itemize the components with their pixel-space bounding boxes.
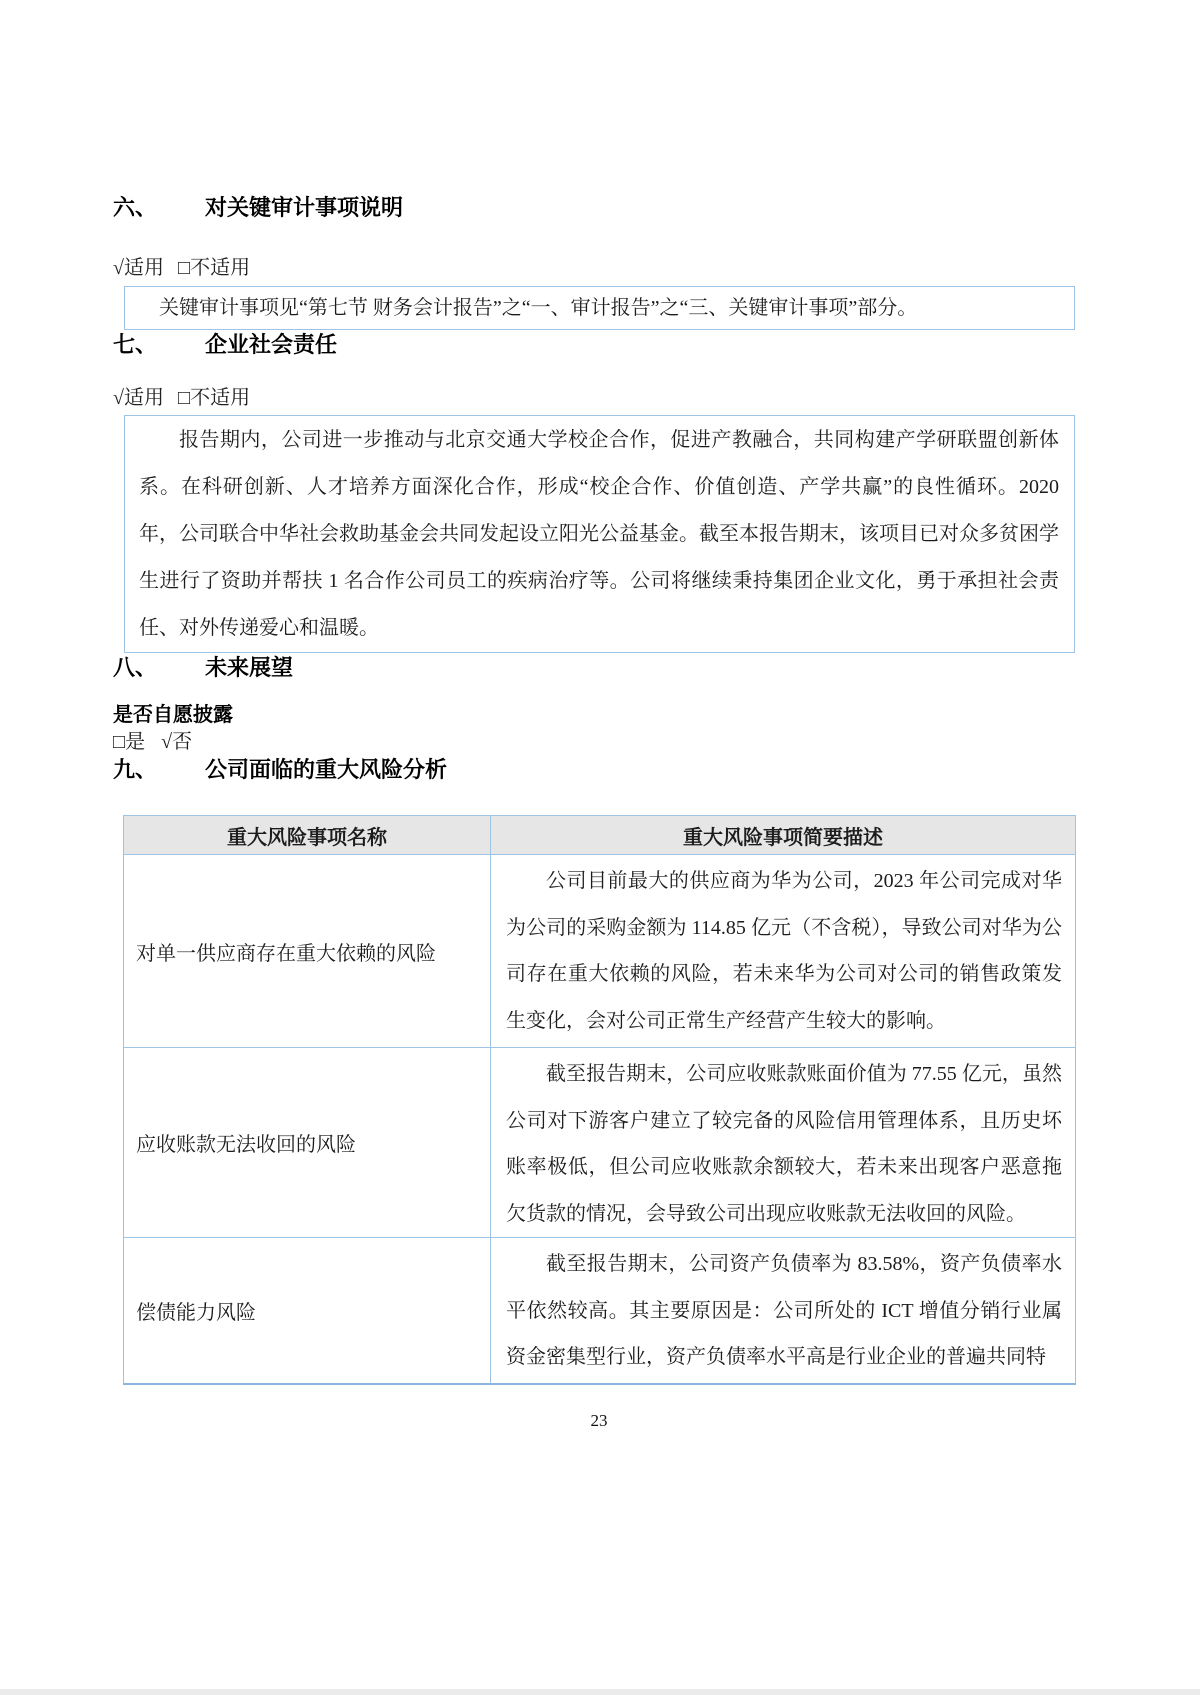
risk-description-header: 重大风险事项简要描述 — [491, 816, 1076, 855]
applicable-option-checked: √适用 — [113, 387, 164, 409]
section-6-text-box — [124, 286, 1075, 330]
section-8-number: 八、 — [113, 655, 158, 680]
section-7-box-paragraph: 报告期内，公司进一步推动与北京交通大学校企合作，促进产教融合，共同构建产学研联盟创新体系。在科研创新、人才培养方面深化合作，形成“校企合作、价值创造、产学共赢”的良性循环。2020 年，公司联合中华社会救助基金会共同发起设立阳光公益基金。截至本报告期末，该项目已对众多贫困学生进行了资助并帮扶 1 名合作公司员工的疾病治疗等。公司将继续秉持集团企业文化，勇于承担社会责任、对外传递爱心和温暖。 — [139, 429, 1059, 639]
section-7-number: 七、 — [113, 332, 158, 357]
page-number: 23 — [590, 1411, 608, 1430]
risk-description-text: 截至报告期末，公司资产负债率为 83.58%，资产负债率水平依然较高。其主要原因是：公司所处的 ICT 增值分销行业属资金密集型行业，资产负债率水平高是行业企业的普遍共同特 — [506, 1253, 1062, 1368]
applicable-option-checked: √适用 — [113, 257, 164, 279]
risk-description-cell — [491, 1238, 1076, 1385]
section-6-box-text: 关键审计事项见“第七节 财务会计报告”之“一、审计报告”之“三、关键审计事项”部分。 — [159, 297, 918, 319]
risk-description-text: 公司目前最大的供应商为华为公司，2023 年公司完成对华为公司的采购金额为 114.85 亿元（不含税），导致公司对华为公司存在重大依赖的风险，若未来华为公司对公司的销售政策发生变化，会对公司正常生产经营产生较大的影响。 — [506, 870, 1062, 1032]
risk-name-cell: 应收账款无法收回的风险 — [124, 1048, 491, 1238]
section-6-title: 对关键审计事项说明 — [205, 195, 404, 220]
risk-name-header: 重大风险事项名称 — [124, 816, 491, 855]
section-8-heading — [113, 653, 1075, 683]
risk-description-text: 截至报告期末，公司应收账款账面价值为 77.55 亿元，虽然公司对下游客户建立了较完备的风险信用管理体系，且历史坏账率极低，但公司应收账款余额较大，若未来出现客户恶意拖欠货款的情况，会导致公司出现应收账款无法收回的风险。 — [506, 1063, 1062, 1225]
section-6-number: 六、 — [113, 195, 158, 220]
section-8-title: 未来展望 — [205, 655, 294, 680]
table-row — [124, 1238, 1076, 1385]
not-applicable-option-unchecked: □不适用 — [177, 257, 251, 279]
risk-description-cell — [491, 1048, 1076, 1238]
section-7-applicability — [113, 385, 1075, 411]
section-7-heading — [113, 330, 1075, 360]
page-bottom-edge — [0, 1689, 1200, 1695]
voluntary-disclosure-options — [113, 729, 1075, 755]
yes-option-unchecked: □是 — [113, 731, 146, 753]
risk-name-cell: 对单一供应商存在重大依赖的风险 — [124, 855, 491, 1048]
section-7-title: 企业社会责任 — [205, 332, 338, 357]
not-applicable-option-unchecked: □不适用 — [177, 387, 251, 409]
risk-description-cell — [491, 855, 1076, 1048]
section-9-heading — [113, 755, 1075, 785]
risk-name-cell: 偿债能力风险 — [124, 1238, 491, 1385]
table-row — [124, 855, 1076, 1048]
section-7-text-box — [124, 415, 1075, 653]
section-9-title: 公司面临的重大风险分析 — [205, 757, 448, 782]
section-9-number: 九、 — [113, 757, 158, 782]
major-risk-table — [123, 815, 1076, 1385]
section-6-applicability — [113, 255, 1075, 281]
no-option-checked: √否 — [161, 731, 193, 753]
table-row — [124, 1048, 1076, 1238]
voluntary-disclosure-label: 是否自愿披露 — [113, 704, 233, 726]
table-header-row — [124, 816, 1076, 855]
section-6-heading — [113, 0, 1075, 223]
page-content — [113, 0, 1075, 1431]
